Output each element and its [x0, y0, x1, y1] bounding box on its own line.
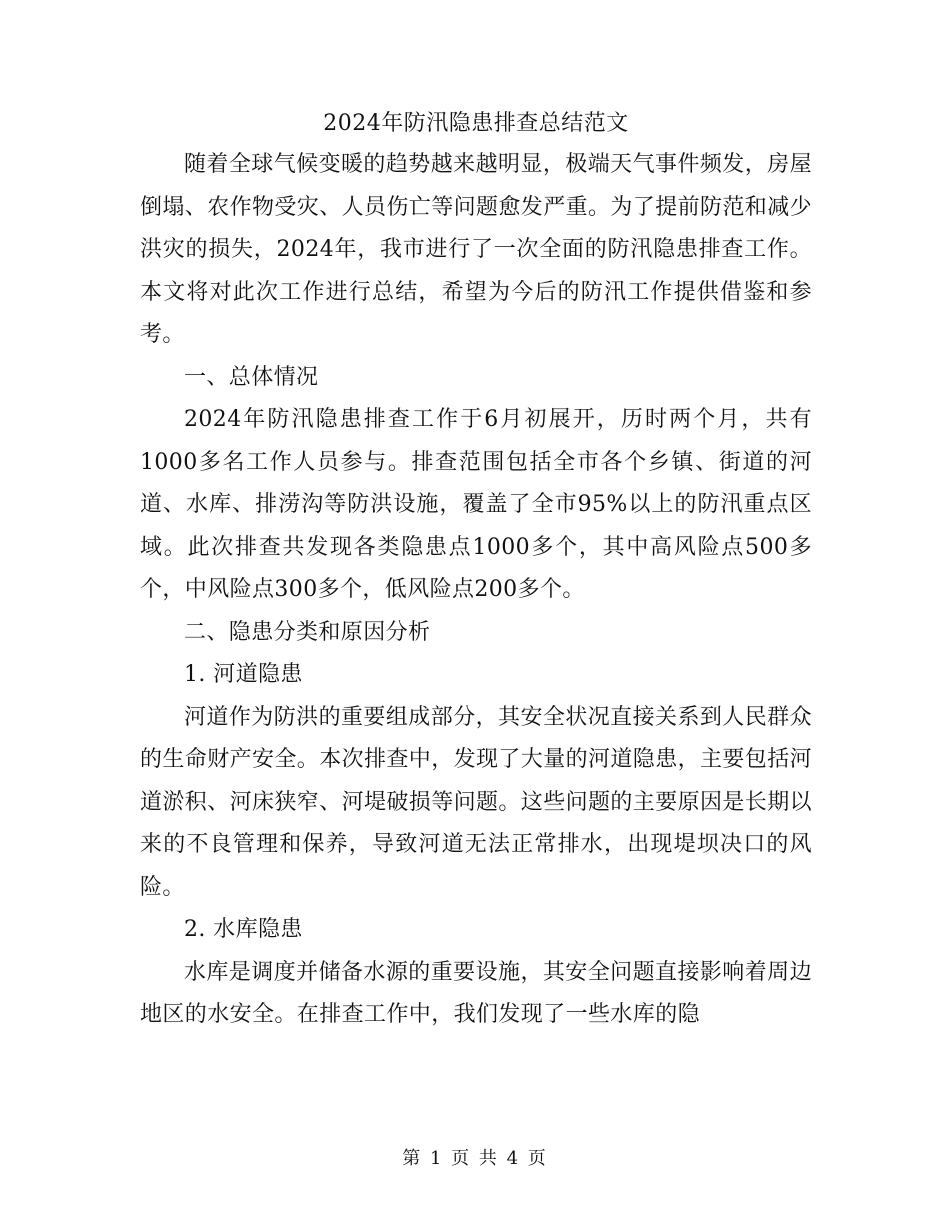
page-number-footer: 第 1 页 共 4 页	[402, 1148, 548, 1169]
paragraph-reservoir-hazards: 水库是调度并储备水源的重要设施，其安全问题直接影响着周边地区的水安全。在排查工作中，我们发现了一些水库的隐	[140, 959, 812, 1027]
paragraph-overview: 2024年防汛隐患排查工作于6月初展开，历时两个月，共有1000多名工作人员参与。排查范围包括全市各个乡镇、街道的河道、水库、排涝沟等防洪设施，覆盖了全市95%以上的防汛重点区域。此次排查共发现各类隐患点1000多个，其中高风险点500多个，中风险点300多个，低风险点200多个。	[140, 407, 812, 602]
document-title: 2024年防汛隐患排查总结范文	[323, 111, 629, 136]
section-heading-analysis: 二、隐患分类和原因分析	[184, 619, 431, 645]
document-body	[140, 104, 812, 1037]
paragraph-river-hazards: 河道作为防洪的重要组成部分，其安全状况直接关系到人民群众的生命财产安全。本次排查中，发现了大量的河道隐患，主要包括河道淤积、河床狭窄、河堤破损等问题。这些问题的主要原因是长期以来的不良管理和保养，导致河道无法正常排水，出现堤坝决口的风险。	[140, 704, 813, 900]
section-heading-overview: 一、总体情况	[184, 364, 319, 390]
subheading-reservoir-hazards: 2. 水库隐患	[184, 917, 303, 942]
subheading-river-hazards: 1. 河道隐患	[184, 662, 303, 687]
paragraph-intro: 随着全球气候变暖的趋势越来越明显，极端天气事件频发，房屋倒塌、农作物受灾、人员伤亡等问题愈发严重。为了提前防范和减少洪灾的损失，2024年，我市进行了一次全面的防汛隐患排查工作。本文将对此次工作进行总结，希望为今后的防汛工作提供借鉴和参考。	[140, 152, 813, 347]
